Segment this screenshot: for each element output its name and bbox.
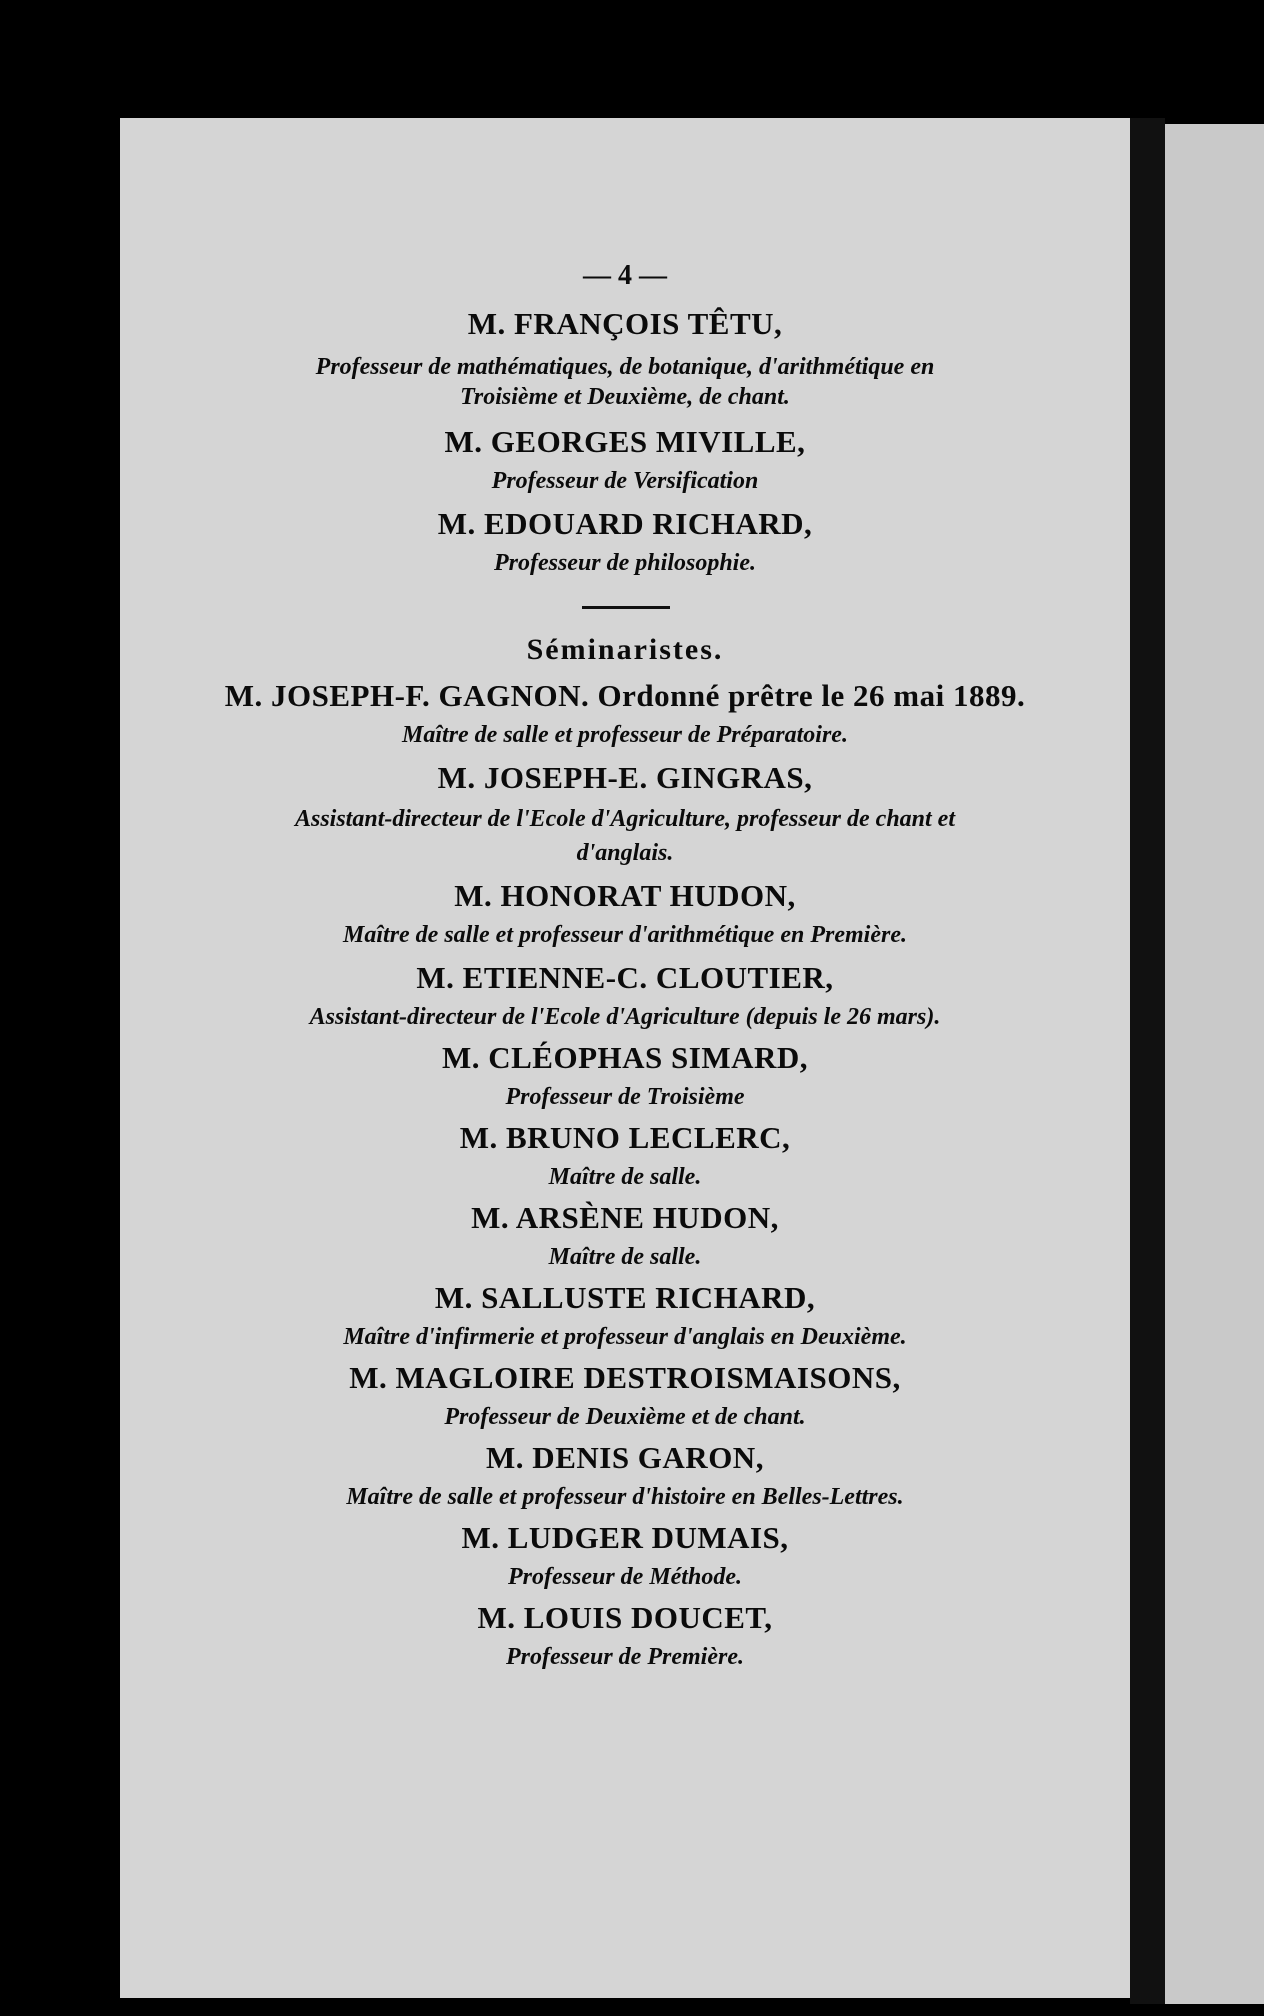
staff-role: d'anglais. <box>576 840 674 866</box>
staff-name: M. BRUNO LECLERC, <box>459 1120 791 1155</box>
staff-name: M. ETIENNE-C. CLOUTIER, <box>416 960 834 995</box>
staff-role: Maître de salle et professeur d'histoire en Belles-Lettres. <box>346 1484 904 1510</box>
staff-role: Troisième et Deuxième, de chant. <box>460 384 790 410</box>
staff-name: M. HONORAT HUDON, <box>454 878 796 913</box>
staff-role: Maître de salle et professeur de Préparatoire. <box>402 722 848 748</box>
section-divider <box>582 606 670 609</box>
staff-name: M. JOSEPH-E. GINGRAS, <box>437 760 813 795</box>
staff-name: M. MAGLOIRE DESTROISMAISONS, <box>349 1360 901 1395</box>
staff-role: Professeur de Versification <box>491 468 759 494</box>
staff-role: Maître de salle et professeur d'arithmétique en Première. <box>343 922 907 948</box>
staff-role: Maître de salle. <box>548 1244 702 1270</box>
staff-role: Maître de salle. <box>548 1164 702 1190</box>
staff-role: Professeur de Troisième <box>505 1084 745 1110</box>
staff-name: M. LOUIS DOUCET, <box>477 1600 773 1635</box>
staff-name: M. LUDGER DUMAIS, <box>461 1520 789 1555</box>
staff-role: Maître d'infirmerie et professeur d'anglais en Deuxième. <box>343 1324 907 1350</box>
staff-name: M. DENIS GARON, <box>486 1440 764 1475</box>
staff-role: Professeur de mathématiques, de botanique, d'arithmétique en <box>315 354 935 380</box>
staff-role: Professeur de Deuxième et de chant. <box>444 1404 806 1430</box>
staff-role: Professeur de philosophie. <box>493 550 756 576</box>
book-spine <box>1130 118 1165 2004</box>
staff-name: M. GEORGES MIVILLE, <box>444 424 806 459</box>
staff-role: Assistant-directeur de l'Ecole d'Agriculture, professeur de chant et <box>294 806 955 832</box>
page-number: — 4 — <box>583 260 667 291</box>
staff-name: M. CLÉOPHAS SIMARD, <box>441 1040 808 1075</box>
staff-name: M. EDOUARD RICHARD, <box>437 506 813 541</box>
staff-name: M. FRANÇOIS TÊTU, <box>467 306 783 341</box>
staff-name: M. SALLUSTE RICHARD, <box>434 1280 816 1315</box>
adjacent-page-edge <box>1165 124 1264 2004</box>
staff-role: Professeur de Première. <box>506 1644 744 1670</box>
staff-role: Assistant-directeur de l'Ecole d'Agriculture (depuis le 26 mars). <box>309 1004 941 1030</box>
staff-role: Professeur de Méthode. <box>508 1564 742 1590</box>
staff-name: M. JOSEPH-F. GAGNON. Ordonné prêtre le 26 mai 1889. <box>224 678 1026 713</box>
document-page <box>120 118 1130 1998</box>
section-heading: Séminaristes. <box>526 633 724 666</box>
staff-name: M. ARSÈNE HUDON, <box>471 1200 779 1235</box>
